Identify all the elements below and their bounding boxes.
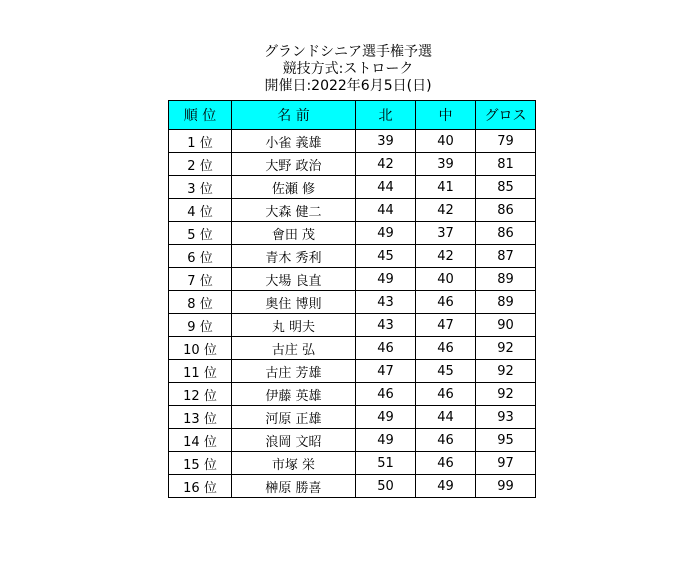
north-score-cell: 49 bbox=[356, 406, 416, 429]
table-row bbox=[169, 130, 536, 153]
north-score-cell: 47 bbox=[356, 360, 416, 383]
name-cell: 伊藤 英雄 bbox=[232, 383, 356, 406]
rank-cell: 9 位 bbox=[169, 314, 232, 337]
table-row bbox=[169, 222, 536, 245]
north-score-cell: 49 bbox=[356, 222, 416, 245]
gross-score-cell: 97 bbox=[476, 452, 536, 475]
north-score-cell: 45 bbox=[356, 245, 416, 268]
middle-score-cell: 42 bbox=[416, 199, 476, 222]
middle-score-cell: 44 bbox=[416, 406, 476, 429]
table-row bbox=[169, 475, 536, 498]
north-score-cell: 46 bbox=[356, 337, 416, 360]
middle-score-cell: 41 bbox=[416, 176, 476, 199]
gross-score-cell: 95 bbox=[476, 429, 536, 452]
name-cell: 奥住 博則 bbox=[232, 291, 356, 314]
name-cell: 古庄 弘 bbox=[232, 337, 356, 360]
gross-score-cell: 90 bbox=[476, 314, 536, 337]
table-row bbox=[169, 406, 536, 429]
results-body bbox=[169, 130, 536, 498]
name-cell: 榊原 勝喜 bbox=[232, 475, 356, 498]
gross-score-cell: 93 bbox=[476, 406, 536, 429]
gross-score-cell: 81 bbox=[476, 153, 536, 176]
table-row bbox=[169, 429, 536, 452]
rank-cell: 3 位 bbox=[169, 176, 232, 199]
table-row bbox=[169, 314, 536, 337]
event-date: 開催日:2022年6月5日(日) bbox=[264, 78, 432, 94]
middle-score-cell: 49 bbox=[416, 475, 476, 498]
table-row bbox=[169, 153, 536, 176]
rank-cell: 10 位 bbox=[169, 337, 232, 360]
name-cell: 丸 明夫 bbox=[232, 314, 356, 337]
north-score-cell: 44 bbox=[356, 176, 416, 199]
table-row bbox=[169, 337, 536, 360]
middle-score-cell: 46 bbox=[416, 452, 476, 475]
rank-cell: 16 位 bbox=[169, 475, 232, 498]
gross-score-cell: 86 bbox=[476, 222, 536, 245]
name-cell: 大森 健二 bbox=[232, 199, 356, 222]
middle-score-cell: 45 bbox=[416, 360, 476, 383]
north-score-cell: 39 bbox=[356, 130, 416, 153]
middle-score-cell: 47 bbox=[416, 314, 476, 337]
name-column-header: 名 前 bbox=[232, 101, 356, 130]
middle-score-cell: 39 bbox=[416, 153, 476, 176]
rank-cell: 14 位 bbox=[169, 429, 232, 452]
rank-cell: 2 位 bbox=[169, 153, 232, 176]
rank-cell: 8 位 bbox=[169, 291, 232, 314]
north-score-cell: 44 bbox=[356, 199, 416, 222]
middle-score-cell: 42 bbox=[416, 245, 476, 268]
gross-column-header: グロス bbox=[476, 101, 536, 130]
north-score-cell: 49 bbox=[356, 268, 416, 291]
event-title: グランドシニア選手権予選 bbox=[264, 44, 432, 60]
north-score-cell: 50 bbox=[356, 475, 416, 498]
middle-score-cell: 46 bbox=[416, 337, 476, 360]
document-header bbox=[0, 44, 696, 95]
rank-cell: 1 位 bbox=[169, 130, 232, 153]
name-cell: 青木 秀利 bbox=[232, 245, 356, 268]
gross-score-cell: 87 bbox=[476, 245, 536, 268]
rank-cell: 15 位 bbox=[169, 452, 232, 475]
competition-format: 競技方式:ストローク bbox=[282, 61, 414, 77]
gross-score-cell: 99 bbox=[476, 475, 536, 498]
middle-score-cell: 37 bbox=[416, 222, 476, 245]
rank-cell: 4 位 bbox=[169, 199, 232, 222]
gross-score-cell: 85 bbox=[476, 176, 536, 199]
table-row bbox=[169, 291, 536, 314]
gross-score-cell: 89 bbox=[476, 268, 536, 291]
north-score-cell: 49 bbox=[356, 429, 416, 452]
gross-score-cell: 89 bbox=[476, 291, 536, 314]
table-row bbox=[169, 176, 536, 199]
table-row bbox=[169, 360, 536, 383]
table-row bbox=[169, 199, 536, 222]
middle-score-cell: 40 bbox=[416, 130, 476, 153]
gross-score-cell: 92 bbox=[476, 337, 536, 360]
north-score-cell: 46 bbox=[356, 383, 416, 406]
name-cell: 浪岡 文昭 bbox=[232, 429, 356, 452]
rank-cell: 7 位 bbox=[169, 268, 232, 291]
north-score-cell: 51 bbox=[356, 452, 416, 475]
gross-score-cell: 92 bbox=[476, 360, 536, 383]
rank-cell: 12 位 bbox=[169, 383, 232, 406]
gross-score-cell: 86 bbox=[476, 199, 536, 222]
name-cell: 大野 政治 bbox=[232, 153, 356, 176]
rank-cell: 13 位 bbox=[169, 406, 232, 429]
rank-cell: 5 位 bbox=[169, 222, 232, 245]
name-cell: 古庄 芳雄 bbox=[232, 360, 356, 383]
name-cell: 市塚 栄 bbox=[232, 452, 356, 475]
table-row bbox=[169, 268, 536, 291]
name-cell: 小雀 義雄 bbox=[232, 130, 356, 153]
rank-cell: 11 位 bbox=[169, 360, 232, 383]
header-row bbox=[169, 101, 536, 130]
name-cell: 佐瀬 修 bbox=[232, 176, 356, 199]
north-score-cell: 43 bbox=[356, 314, 416, 337]
middle-score-cell: 46 bbox=[416, 383, 476, 406]
results-table bbox=[168, 100, 536, 498]
north-score-cell: 43 bbox=[356, 291, 416, 314]
north-score-cell: 42 bbox=[356, 153, 416, 176]
middle-score-cell: 40 bbox=[416, 268, 476, 291]
north-column-header: 北 bbox=[356, 101, 416, 130]
name-cell: 大場 良直 bbox=[232, 268, 356, 291]
name-cell: 河原 正雄 bbox=[232, 406, 356, 429]
rank-cell: 6 位 bbox=[169, 245, 232, 268]
table-row bbox=[169, 383, 536, 406]
name-cell: 會田 茂 bbox=[232, 222, 356, 245]
table-row bbox=[169, 245, 536, 268]
rank-column-header: 順 位 bbox=[169, 101, 232, 130]
gross-score-cell: 79 bbox=[476, 130, 536, 153]
middle-score-cell: 46 bbox=[416, 291, 476, 314]
middle-score-cell: 46 bbox=[416, 429, 476, 452]
table-row bbox=[169, 452, 536, 475]
gross-score-cell: 92 bbox=[476, 383, 536, 406]
middle-column-header: 中 bbox=[416, 101, 476, 130]
